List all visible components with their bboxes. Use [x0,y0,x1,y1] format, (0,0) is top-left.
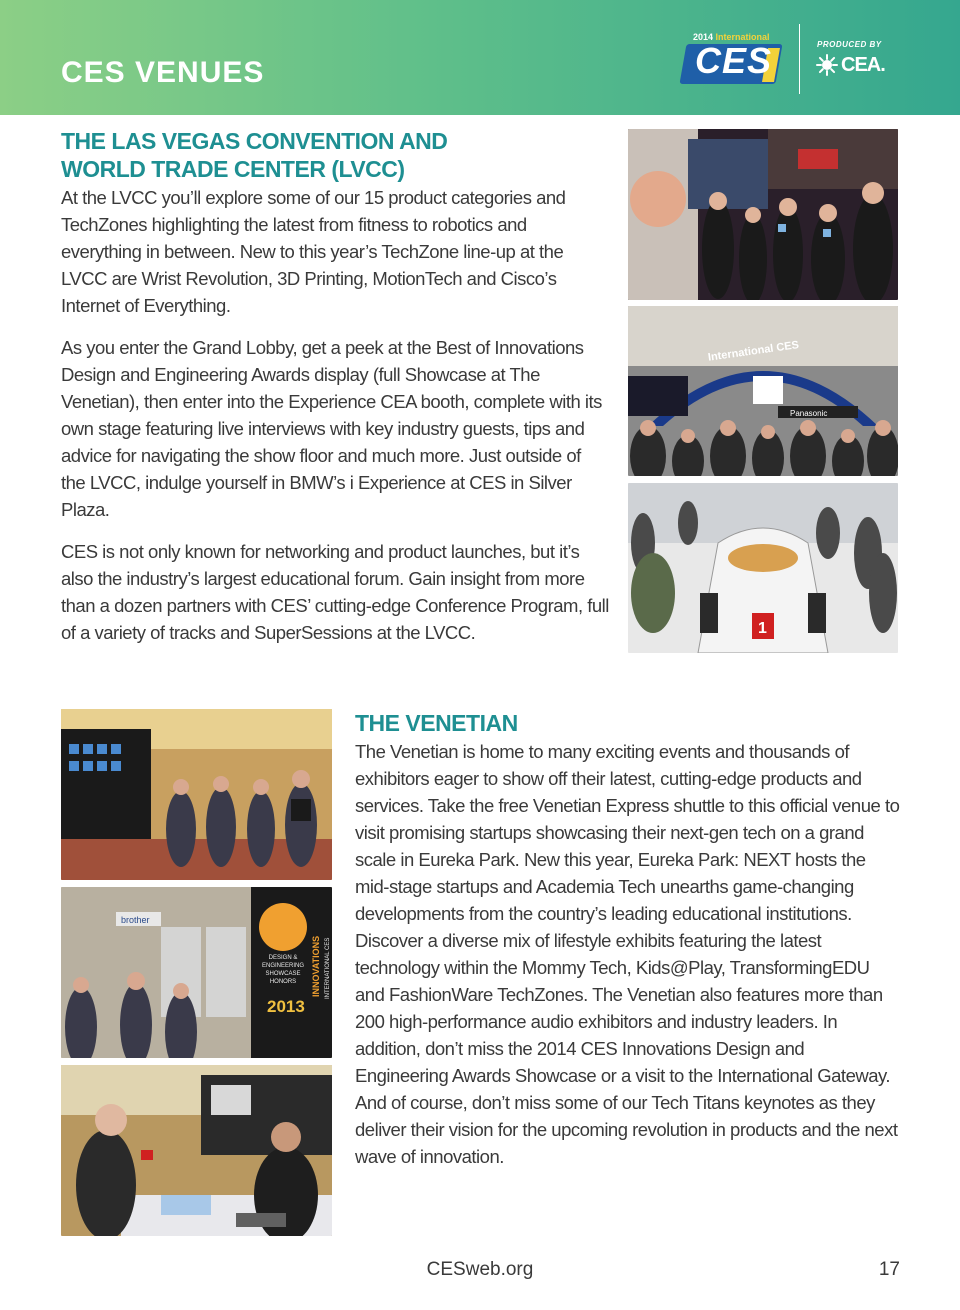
logo-divider [799,24,800,94]
award-year-text: 2013 [267,997,305,1016]
ces-logo-international: International [715,32,770,42]
lvcc-paragraph-2: As you enter the Grand Lobby, get a peek at the Best of Innovations Design and Engineering Awards display (full Showcase at The Venetian), then enter into the Experience CEA booth, complete with its own stage featuring live interviews with key industry guests, tips and advice for navigating the show floor and much more. Just outside of the LVCC, indulge yourself in BMW’s i Experience at CES in Silver Plaza. [61,337,602,520]
ces-logo-year: 2014 [693,32,714,42]
footer-url[interactable]: CESweb.org [426,1259,534,1280]
ces-logo-word: CES [695,40,773,81]
produced-by-label: PRODUCED BY [817,40,882,49]
lvcc-photo-race-car [628,483,898,653]
lvcc-paragraph-3: CES is not only known for networking and product launches, but it’s also the industry’s largest educational forum. Gain insight from more than a dozen partners with CES’ cutting-edge Conference Program, full of a variety of tracks and SuperSessions at the LVCC. [61,541,609,643]
award-line-4: HONORS [269,979,297,985]
cea-burst-icon [815,53,839,77]
venetian-body [355,738,900,1185]
venetian-photo-booth-demo [61,1065,332,1236]
venetian-photo-showcase [61,887,332,1058]
award-line-3: SHOWCASE [265,971,301,977]
cea-wordmark: CEA. [841,53,885,76]
venetian-paragraph: The Venetian is home to many exciting events and thousands of exhibitors eager to show off their latest, cutting-edge products and services. Take the free Venetian Express shuttle to this official venue to visit promising startups showcasing their next-gen tech on a grand scale in Eureka Park. New this year, Eureka Park: NEXT hosts the mid-stage startups and Academia Tech unearths game-changing developments from the country’s leading educational institutions. Discover a diverse mix of lifestyle exhibits featuring the latest technology within the Mommy Tech, Kids@Play, TransformingEDU and FashionWare TechZones. The Venetian also features more than 200 high-performance audio exhibitors and industry leaders. In addition, don’t miss the 2014 CES Innovations Design and Engineering Awards Showcase or a visit to the International Gateway. And of course, don’t miss some of our Tech Titans keynotes as they deliver their vision for the upcoming revolution in products and the next wave of innovation. [355,741,900,1167]
arch-sign-text: International CES [707,339,800,364]
page-header [0,0,960,115]
ces-logo-tagline [693,32,770,42]
award-side-text-2: INTERNATIONAL CES [325,937,331,999]
venetian-photo-exhibit [61,709,332,880]
booth-sign-text: Panasonic [790,409,828,418]
lvcc-body [61,184,609,661]
venetian-heading: THE VENETIAN [355,710,518,736]
award-line-1: DESIGN & [268,955,298,961]
page-title: CES VENUES [61,56,265,89]
ces-logo [683,26,787,90]
lvcc-photo-arch [628,306,898,476]
award-side-text: INNOVATIONS [311,935,321,997]
lvcc-heading-line1: THE LAS VEGAS CONVENTION AND [61,128,448,154]
cea-logo [815,52,885,78]
lvcc-heading-line2: WORLD TRADE CENTER (LVCC) [61,156,405,182]
lvcc-paragraph-1: At the LVCC you’ll explore some of our 15 product categories and TechZones highlighting the latest from fitness to robotics and everything in between. New to this year’s TechZone line-up at the LVCC are Wrist Revolution, 3D Printing, MotionTech and Cisco’s Internet of Everything. [61,187,566,316]
brother-sign-text: brother [121,915,150,925]
lvcc-heading [61,127,447,183]
svg-text:1: 1 [758,620,767,637]
page-number: 17 [878,1259,900,1280]
award-line-2: ENGINEERING [261,963,305,969]
lvcc-photo-crowd-screen [628,129,898,300]
